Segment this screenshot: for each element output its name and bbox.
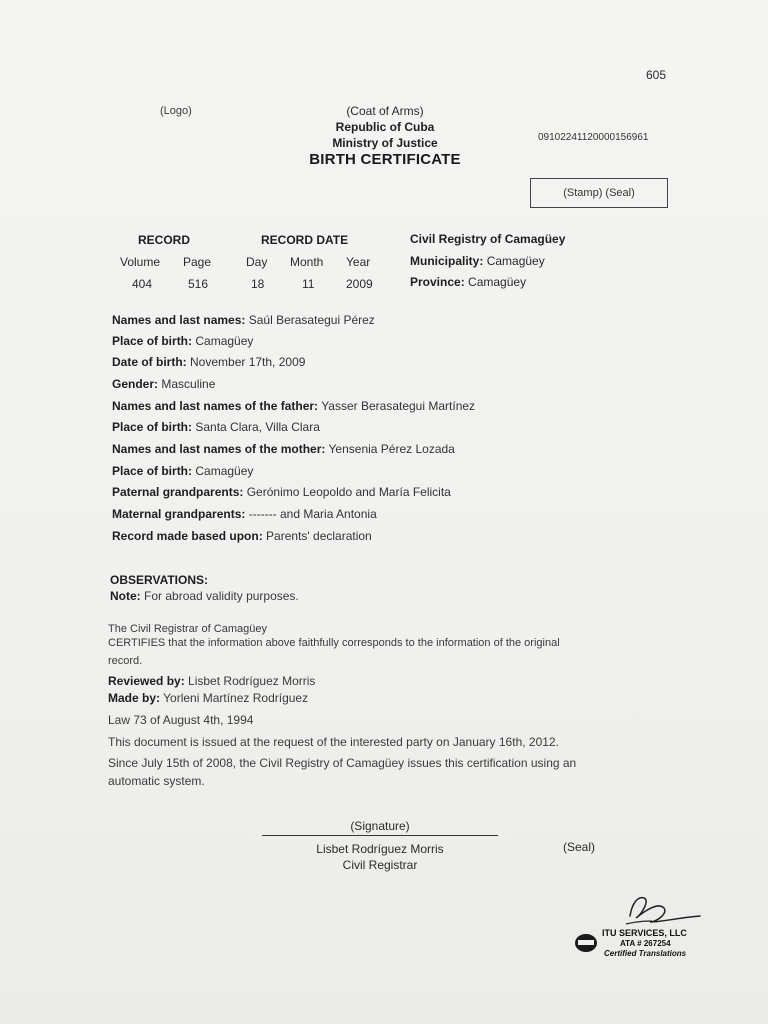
field-label: Record made based upon: — [112, 529, 263, 543]
field-place-of-birth — [112, 334, 253, 348]
page-number: 605 — [646, 68, 667, 82]
field-label: Names and last names: — [112, 313, 246, 327]
month-value: 11 — [302, 277, 315, 291]
translator-certified: Certified Translations — [604, 949, 687, 958]
translator-ata: ATA # 267254 — [620, 939, 671, 948]
field-paternal-grandparents — [112, 485, 451, 499]
stamp-seal-label: (Stamp) (Seal) — [563, 187, 635, 199]
issued-line: This document is issued at the request of the interested party on January 16th, 2012. — [108, 735, 559, 749]
since-line-2: automatic system. — [108, 774, 205, 788]
field-label: Place of birth: — [112, 334, 193, 348]
reviewed-by-label: Reviewed by: — [108, 674, 185, 688]
registrar-line: The Civil Registrar of Camagüey — [108, 623, 267, 635]
page-label: Page — [183, 255, 212, 269]
seal-placeholder: (Seal) — [563, 840, 596, 854]
reviewed-by-value: Lisbet Rodríguez Morris — [188, 674, 316, 688]
ministry-name: Ministry of Justice — [332, 136, 438, 150]
translator-company: ITU SERVICES, LLC — [602, 928, 687, 938]
field-value: Santa Clara, Villa Clara — [195, 420, 320, 434]
field-father-place-of-birth — [112, 420, 320, 434]
field-label: Names and last names of the mother: — [112, 442, 326, 456]
law-line: Law 73 of August 4th, 1994 — [108, 713, 254, 727]
day-label: Day — [246, 255, 268, 269]
field-value: Saúl Berasategui Pérez — [248, 313, 375, 327]
made-by-value: Yorleni Martínez Rodríguez — [163, 691, 309, 705]
field-value: Camagüey — [195, 464, 254, 478]
field-value: November 17th, 2009 — [190, 355, 306, 369]
month-label: Month — [290, 255, 324, 269]
province-row — [410, 275, 526, 289]
reviewed-by-row — [108, 674, 315, 688]
page-value: 516 — [188, 277, 209, 291]
field-record-basis — [112, 529, 372, 543]
translator-stamp — [572, 888, 712, 968]
made-by-label: Made by: — [108, 691, 161, 705]
field-label: Maternal grandparents: — [112, 507, 246, 521]
field-date-of-birth — [112, 355, 305, 369]
field-label: Date of birth: — [112, 355, 187, 369]
signature-line — [262, 835, 498, 836]
stamp-seal-box — [530, 178, 668, 208]
record-heading: RECORD — [138, 233, 191, 247]
document-title: BIRTH CERTIFICATE — [309, 151, 461, 168]
year-label: Year — [346, 255, 371, 269]
field-maternal-grandparents — [112, 507, 377, 521]
day-value: 18 — [251, 277, 265, 291]
field-names — [112, 313, 375, 327]
volume-label: Volume — [120, 255, 161, 269]
field-value: Yensenia Pérez Lozada — [328, 442, 455, 456]
field-father-name — [112, 399, 475, 413]
field-value: Yasser Berasategui Martínez — [321, 399, 476, 413]
record-date-heading: RECORD DATE — [261, 233, 349, 247]
field-gender — [112, 377, 215, 391]
certifies-line-2: record. — [108, 655, 143, 667]
registry-heading: Civil Registry of Camagüey — [410, 232, 566, 246]
serial-number: 09102241120000156961 — [538, 132, 649, 143]
field-value: Parents' declaration — [266, 529, 372, 543]
municipality-value: Camagüey — [486, 254, 545, 268]
field-value: Camagüey — [195, 334, 254, 348]
observations-heading: OBSERVATIONS: — [110, 573, 209, 587]
municipality-label: Municipality: — [410, 254, 484, 268]
field-label: Gender: — [112, 377, 159, 391]
field-label: Place of birth: — [112, 464, 193, 478]
coat-of-arms-placeholder: (Coat of Arms) — [346, 104, 424, 118]
logo-placeholder: (Logo) — [160, 105, 192, 117]
province-label: Province: — [410, 275, 465, 289]
field-value: ------- and Maria Antonia — [248, 507, 377, 521]
field-mother-name — [112, 442, 455, 456]
observations-note — [110, 589, 299, 603]
field-mother-place-of-birth — [112, 464, 253, 478]
field-label: Place of birth: — [112, 420, 193, 434]
field-label: Paternal grandparents: — [112, 485, 244, 499]
registrar-role: Civil Registrar — [342, 858, 418, 872]
volume-value: 404 — [132, 277, 153, 291]
field-value: Masculine — [161, 377, 216, 391]
since-line-1: Since July 15th of 2008, the Civil Registry of Camagüey issues this certification using an — [108, 756, 577, 770]
note-value: For abroad validity purposes. — [144, 589, 299, 603]
municipality-row — [410, 254, 545, 268]
made-by-row — [108, 691, 308, 705]
header-block — [280, 104, 490, 168]
field-value: Gerónimo Leopoldo and María Felicita — [246, 485, 451, 499]
country-name: Republic of Cuba — [335, 120, 435, 134]
year-value: 2009 — [346, 277, 373, 291]
province-value: Camagüey — [468, 275, 527, 289]
certifies-line-1: CERTIFIES that the information above faithfully corresponds to the information of the original — [108, 637, 560, 649]
signature-placeholder: (Signature) — [350, 819, 410, 833]
note-label: Note: — [110, 589, 141, 603]
registrar-name: Lisbet Rodríguez Morris — [316, 842, 444, 856]
field-label: Names and last names of the father: — [112, 399, 319, 413]
